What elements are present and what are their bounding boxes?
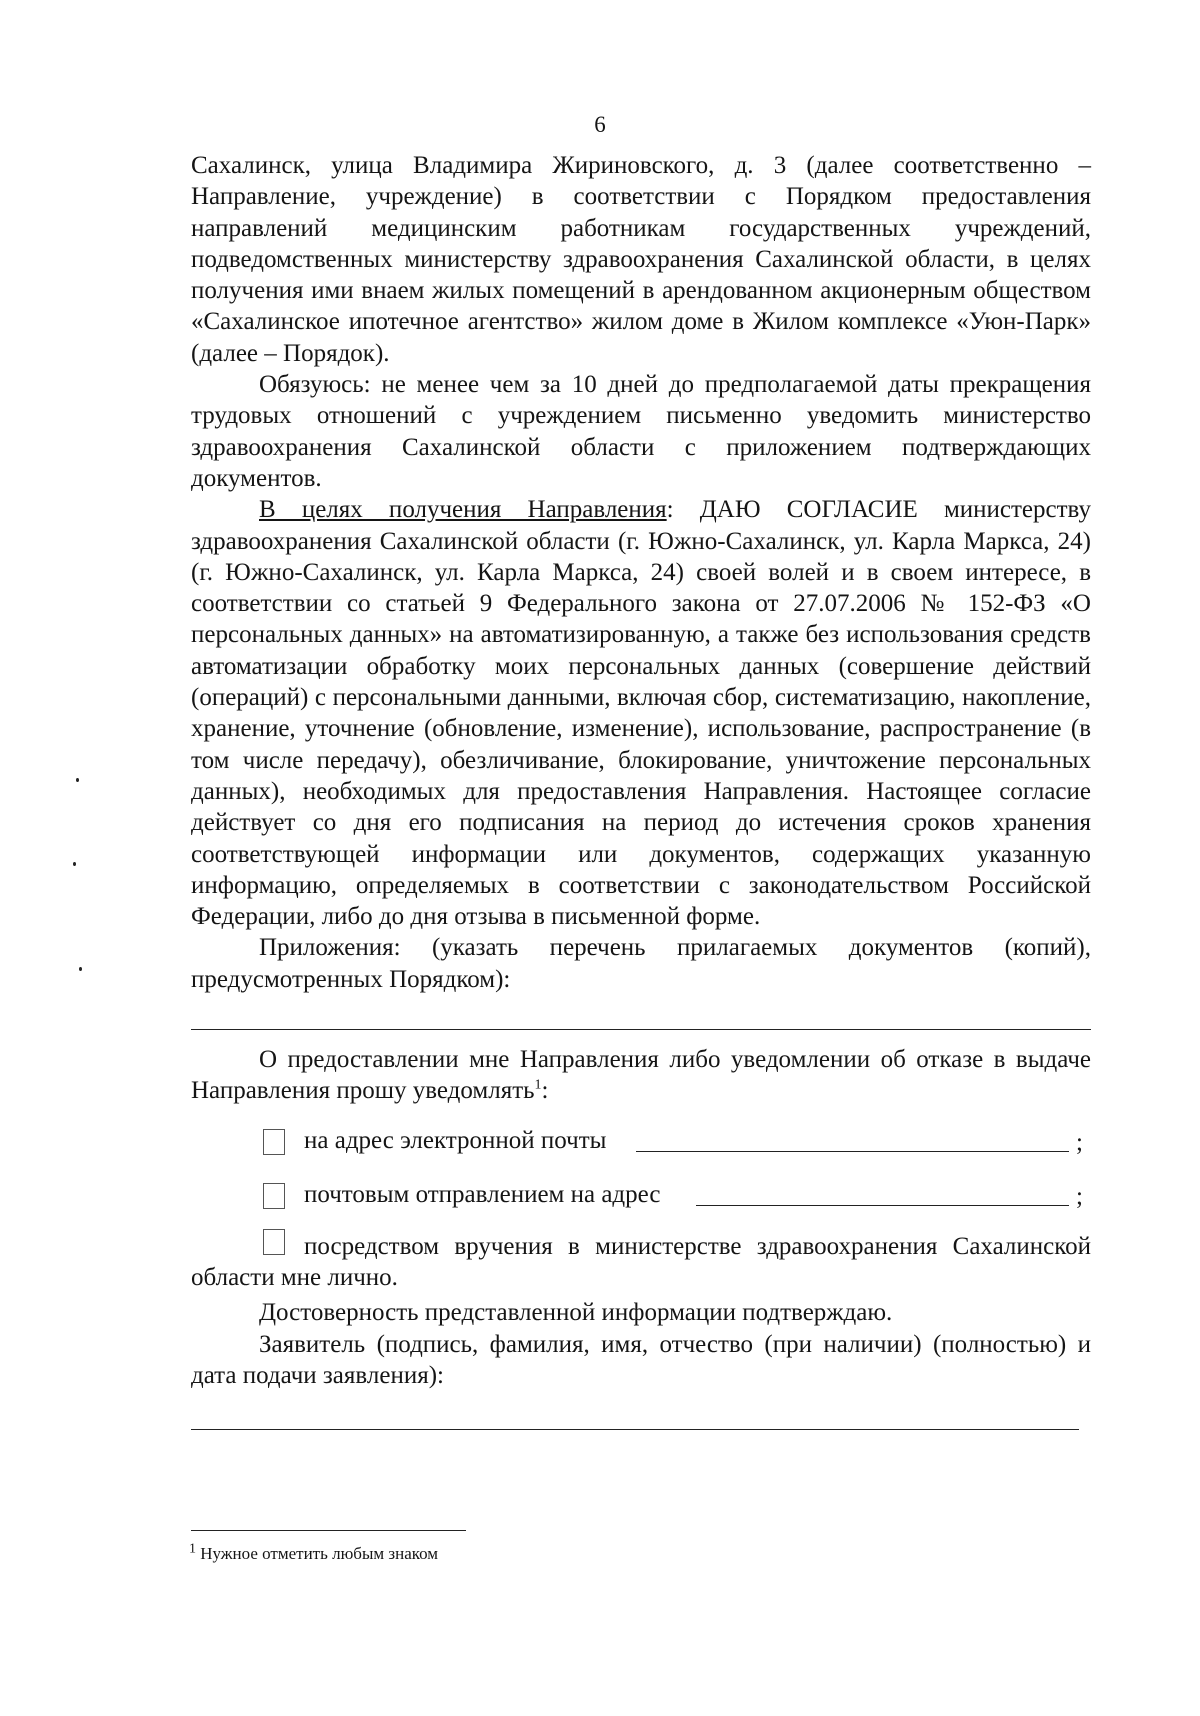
document-body	[191, 150, 1091, 1430]
footnote-text: Нужное отметить любым знаком	[200, 1544, 439, 1563]
email-address-field[interactable]	[636, 1151, 1069, 1152]
email-option-label: на адрес электронной почты	[304, 1126, 607, 1154]
paragraph-consent	[191, 494, 1091, 932]
option-post	[191, 1179, 1091, 1215]
scan-speck	[79, 967, 82, 971]
option-email	[191, 1125, 1091, 1161]
paragraph-address: Сахалинск, улица Владимира Жириновского, д. 3 (далее соответственно – Направление, учреждение) в соответствии с Порядком предоставления направлений медицинским работникам государственных учреждений, подведомственных министерству здравоохранения Сахалинской области, в целях получения ими внаем жилых помещений в арендованном акционерным обществом «Сахалинское ипотечное агентство» жилом доме в Жилом комплексе «Уюн-Парк» (далее – Порядок).	[191, 152, 1091, 367]
notification-colon: :	[541, 1077, 549, 1105]
consent-heading: В целях получения Направления	[259, 496, 667, 524]
consent-text: : ДАЮ СОГЛАСИЕ министерству здравоохранения Сахалинской области (г. Южно-Сахалинск, ул. Карла Маркса, 24) (г. Южно-Сахалинск, ул. Карла Маркса, 24) своей волей и в своем интересе, в соответствии со статьей 9 Федерального закона от 27.07.2006 № 152-ФЗ «О персональных данных» на автоматизированную, а также без использования средств автоматизации обработку моих персональных данных (совершение действий (операций) с персональными данными, включая сбор, систематизацию, накопление, хранение, уточнение (обновление, изменение), использование, распространение (в том числе передачу), обезличивание, блокирование, уничтожение персональных данных), необходимых для предоставления Направления. Настоящее согласие действует со дня его подписания на период до истечения сроков хранения соответствующей информации или документов, содержащих указанную информацию, определяемых в соответствии с законодательством Российской Федерации, либо до дня отзыва в письменной форме.	[191, 496, 1091, 931]
paragraph-notification	[191, 1044, 1091, 1107]
footnote-reference: 1	[534, 1077, 542, 1093]
signature-fill-line[interactable]	[191, 1429, 1079, 1430]
footnote-mark: 1	[189, 1541, 196, 1557]
paragraph-confirmation: Достоверность представленной информации подтверждаю.	[259, 1299, 893, 1327]
option-personal	[191, 1231, 1091, 1294]
email-checkbox[interactable]	[263, 1129, 285, 1155]
notification-text: О предоставлении мне Направления либо уведомлении об отказе в выдаче Направления прошу уведомлять	[191, 1046, 1091, 1105]
paragraph-attachments: Приложения: (указать перечень прилагаемых документов (копий), предусмотренных Порядком):	[191, 934, 1091, 993]
personal-checkbox[interactable]	[263, 1229, 285, 1255]
email-semicolon: ;	[1076, 1128, 1083, 1156]
post-semicolon: ;	[1076, 1182, 1083, 1210]
postal-address-field[interactable]	[696, 1205, 1069, 1206]
attachments-fill-line[interactable]	[191, 1029, 1091, 1030]
scan-speck	[73, 862, 76, 866]
scan-speck	[76, 778, 79, 782]
paragraph-obligation: Обязуюсь: не менее чем за 10 дней до предполагаемой даты прекращения трудовых отношений с учреждением письменно уведомить министерство здравоохранения Сахалинской области с приложением подтверждающих документов.	[191, 371, 1091, 492]
footnote-separator	[191, 1530, 466, 1531]
footnote	[189, 1541, 439, 1564]
post-option-label: почтовым отправлением на адрес	[304, 1180, 661, 1208]
paragraph-applicant: Заявитель (подпись, фамилия, имя, отчество (при наличии) (полностью) и дата подачи заявления):	[191, 1330, 1091, 1389]
post-checkbox[interactable]	[263, 1183, 285, 1209]
page-number: 6	[594, 112, 606, 137]
personal-option-label: посредством вручения в министерстве здравоохранения Сахалинской области мне лично.	[191, 1232, 1091, 1291]
